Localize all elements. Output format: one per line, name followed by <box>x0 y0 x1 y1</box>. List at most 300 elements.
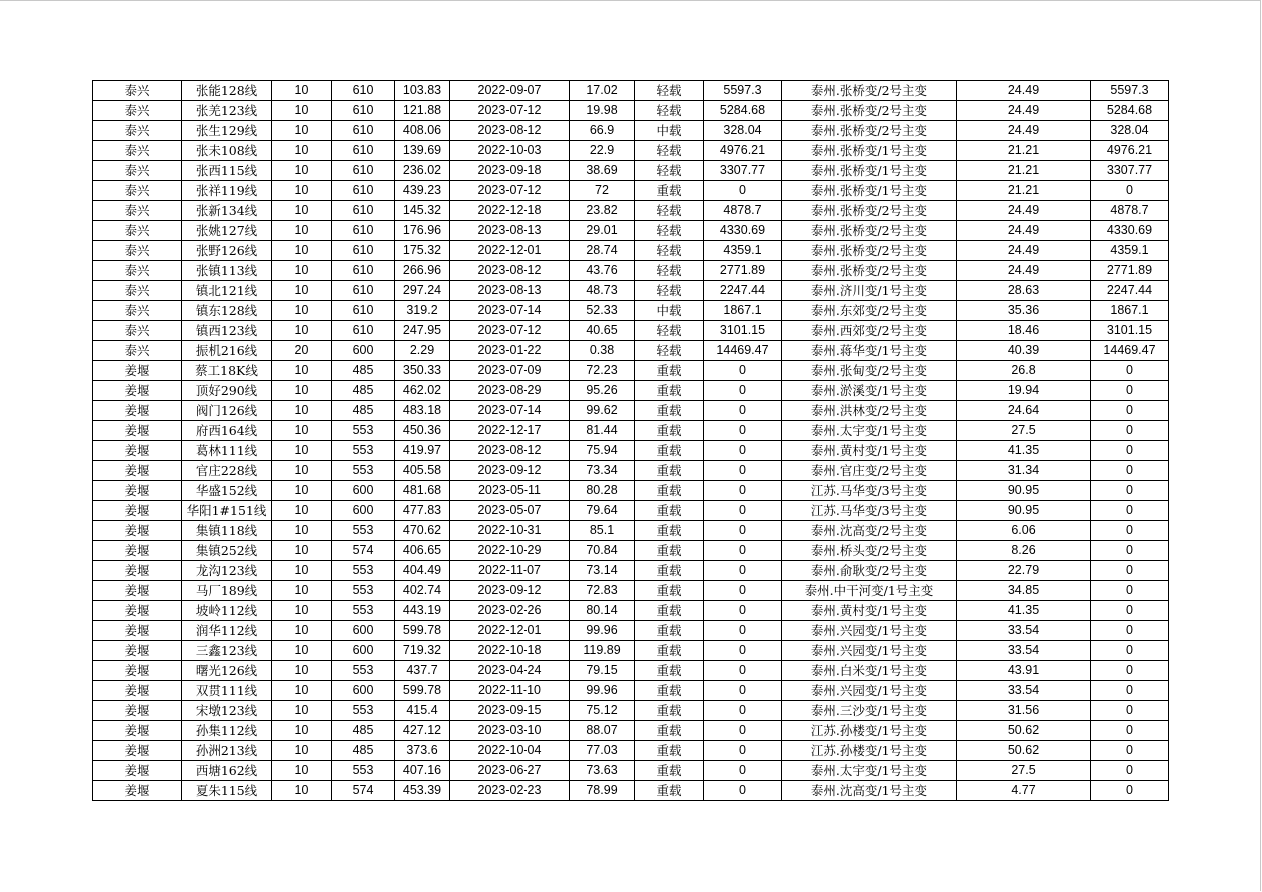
table-row <box>93 761 1169 781</box>
date-cell: 2023-08-12 <box>450 261 570 281</box>
line-name-cell: 镇西123线 <box>182 321 272 341</box>
voltage-cell: 10 <box>272 721 332 741</box>
line-name-cell: 三鑫123线 <box>182 641 272 661</box>
region-cell: 泰兴 <box>93 141 182 161</box>
voltage-cell: 10 <box>272 741 332 761</box>
load-status-cell: 重载 <box>635 761 704 781</box>
table-row <box>93 641 1169 661</box>
date-cell: 2023-08-12 <box>450 441 570 461</box>
line-name-cell: 夏朱115线 <box>182 781 272 801</box>
voltage-cell: 10 <box>272 421 332 441</box>
transformer-cell: 泰州.张桥变/2号主变 <box>782 121 957 141</box>
date-cell: 2023-07-12 <box>450 101 570 121</box>
date-cell: 2022-11-10 <box>450 681 570 701</box>
transformer-cell: 泰州.白米变/1号主变 <box>782 661 957 681</box>
transformer-load-cell: 31.56 <box>957 701 1091 721</box>
rated-current-cell: 610 <box>332 121 395 141</box>
load-rate-cell: 75.12 <box>570 701 635 721</box>
load-status-cell: 轻载 <box>635 141 704 161</box>
open-capacity-cell: 1867.1 <box>1091 301 1169 321</box>
transformer-load-cell: 24.49 <box>957 81 1091 101</box>
max-current-cell: 437.7 <box>395 661 450 681</box>
load-status-cell: 重载 <box>635 701 704 721</box>
available-capacity-cell: 0 <box>704 481 782 501</box>
load-rate-cell: 99.96 <box>570 681 635 701</box>
date-cell: 2023-07-12 <box>450 181 570 201</box>
transformer-cell: 泰州.张桥变/2号主变 <box>782 241 957 261</box>
load-rate-cell: 72 <box>570 181 635 201</box>
load-rate-cell: 79.15 <box>570 661 635 681</box>
date-cell: 2023-08-29 <box>450 381 570 401</box>
load-status-cell: 重载 <box>635 481 704 501</box>
rated-current-cell: 553 <box>332 441 395 461</box>
table-row <box>93 501 1169 521</box>
max-current-cell: 175.32 <box>395 241 450 261</box>
open-capacity-cell: 0 <box>1091 721 1169 741</box>
line-name-cell: 官庄228线 <box>182 461 272 481</box>
date-cell: 2023-04-24 <box>450 661 570 681</box>
open-capacity-cell: 4359.1 <box>1091 241 1169 261</box>
load-status-cell: 轻载 <box>635 261 704 281</box>
open-capacity-cell: 5597.3 <box>1091 81 1169 101</box>
rated-current-cell: 610 <box>332 181 395 201</box>
voltage-cell: 10 <box>272 201 332 221</box>
transformer-load-cell: 50.62 <box>957 721 1091 741</box>
table-row <box>93 681 1169 701</box>
max-current-cell: 2.29 <box>395 341 450 361</box>
available-capacity-cell: 14469.47 <box>704 341 782 361</box>
load-status-cell: 重载 <box>635 181 704 201</box>
rated-current-cell: 485 <box>332 381 395 401</box>
available-capacity-cell: 2771.89 <box>704 261 782 281</box>
rated-current-cell: 485 <box>332 721 395 741</box>
load-status-cell: 重载 <box>635 421 704 441</box>
available-capacity-cell: 4878.7 <box>704 201 782 221</box>
region-cell: 姜堰 <box>93 741 182 761</box>
voltage-cell: 10 <box>272 121 332 141</box>
transformer-load-cell: 50.62 <box>957 741 1091 761</box>
table-row <box>93 241 1169 261</box>
load-rate-cell: 73.63 <box>570 761 635 781</box>
line-name-cell: 马厂189线 <box>182 581 272 601</box>
line-name-cell: 双贯111线 <box>182 681 272 701</box>
voltage-cell: 10 <box>272 301 332 321</box>
transformer-cell: 泰州.济川变/1号主变 <box>782 281 957 301</box>
open-capacity-cell: 0 <box>1091 401 1169 421</box>
table-row <box>93 741 1169 761</box>
transformer-load-cell: 28.63 <box>957 281 1091 301</box>
available-capacity-cell: 5597.3 <box>704 81 782 101</box>
date-cell: 2023-09-12 <box>450 581 570 601</box>
max-current-cell: 481.68 <box>395 481 450 501</box>
load-status-cell: 重载 <box>635 381 704 401</box>
transformer-load-cell: 41.35 <box>957 441 1091 461</box>
voltage-cell: 10 <box>272 321 332 341</box>
transformer-cell: 泰州.三沙变/1号主变 <box>782 701 957 721</box>
transformer-cell: 泰州.俞耿变/2号主变 <box>782 561 957 581</box>
transformer-load-cell: 24.49 <box>957 241 1091 261</box>
transformer-cell: 泰州.桥头变/2号主变 <box>782 541 957 561</box>
rated-current-cell: 610 <box>332 221 395 241</box>
line-name-cell: 孙洲213线 <box>182 741 272 761</box>
available-capacity-cell: 4359.1 <box>704 241 782 261</box>
line-name-cell: 镇东128线 <box>182 301 272 321</box>
max-current-cell: 719.32 <box>395 641 450 661</box>
line-name-cell: 府西164线 <box>182 421 272 441</box>
load-rate-cell: 17.02 <box>570 81 635 101</box>
voltage-cell: 10 <box>272 361 332 381</box>
region-cell: 姜堰 <box>93 721 182 741</box>
table-row <box>93 581 1169 601</box>
max-current-cell: 350.33 <box>395 361 450 381</box>
date-cell: 2023-09-18 <box>450 161 570 181</box>
date-cell: 2022-10-03 <box>450 141 570 161</box>
voltage-cell: 10 <box>272 481 332 501</box>
max-current-cell: 477.83 <box>395 501 450 521</box>
rated-current-cell: 600 <box>332 681 395 701</box>
date-cell: 2023-03-10 <box>450 721 570 741</box>
load-rate-cell: 66.9 <box>570 121 635 141</box>
table-row <box>93 421 1169 441</box>
available-capacity-cell: 0 <box>704 601 782 621</box>
load-status-cell: 轻载 <box>635 241 704 261</box>
table-row <box>93 541 1169 561</box>
open-capacity-cell: 0 <box>1091 521 1169 541</box>
line-name-cell: 西塘162线 <box>182 761 272 781</box>
transformer-load-cell: 24.64 <box>957 401 1091 421</box>
max-current-cell: 406.65 <box>395 541 450 561</box>
table-row <box>93 701 1169 721</box>
date-cell: 2023-07-14 <box>450 401 570 421</box>
rated-current-cell: 610 <box>332 301 395 321</box>
line-name-cell: 张西115线 <box>182 161 272 181</box>
region-cell: 泰兴 <box>93 321 182 341</box>
date-cell: 2023-06-27 <box>450 761 570 781</box>
transformer-load-cell: 34.85 <box>957 581 1091 601</box>
max-current-cell: 121.88 <box>395 101 450 121</box>
transformer-load-cell: 33.54 <box>957 641 1091 661</box>
transformer-cell: 泰州.张甸变/2号主变 <box>782 361 957 381</box>
date-cell: 2023-01-22 <box>450 341 570 361</box>
max-current-cell: 407.16 <box>395 761 450 781</box>
load-rate-cell: 23.82 <box>570 201 635 221</box>
load-rate-cell: 77.03 <box>570 741 635 761</box>
transformer-cell: 泰州.张桥变/2号主变 <box>782 101 957 121</box>
load-rate-cell: 95.26 <box>570 381 635 401</box>
transformer-cell: 江苏.孙楼变/1号主变 <box>782 721 957 741</box>
load-status-cell: 重载 <box>635 641 704 661</box>
transformer-cell: 泰州.黄村变/1号主变 <box>782 601 957 621</box>
date-cell: 2022-10-31 <box>450 521 570 541</box>
region-cell: 姜堰 <box>93 621 182 641</box>
table-row <box>93 81 1169 101</box>
voltage-cell: 10 <box>272 241 332 261</box>
load-rate-cell: 0.38 <box>570 341 635 361</box>
available-capacity-cell: 2247.44 <box>704 281 782 301</box>
transformer-load-cell: 24.49 <box>957 121 1091 141</box>
table-row <box>93 361 1169 381</box>
load-status-cell: 重载 <box>635 501 704 521</box>
load-status-cell: 中载 <box>635 121 704 141</box>
date-cell: 2022-11-07 <box>450 561 570 581</box>
table-row <box>93 781 1169 801</box>
load-rate-cell: 75.94 <box>570 441 635 461</box>
line-name-cell: 蔡工18K线 <box>182 361 272 381</box>
date-cell: 2022-12-01 <box>450 241 570 261</box>
line-name-cell: 张野126线 <box>182 241 272 261</box>
available-capacity-cell: 0 <box>704 621 782 641</box>
region-cell: 姜堰 <box>93 561 182 581</box>
voltage-cell: 10 <box>272 141 332 161</box>
available-capacity-cell: 0 <box>704 701 782 721</box>
open-capacity-cell: 0 <box>1091 461 1169 481</box>
load-rate-cell: 81.44 <box>570 421 635 441</box>
region-cell: 姜堰 <box>93 701 182 721</box>
transformer-cell: 江苏.马华变/3号主变 <box>782 481 957 501</box>
date-cell: 2023-08-13 <box>450 221 570 241</box>
load-rate-cell: 19.98 <box>570 101 635 121</box>
load-status-cell: 重载 <box>635 661 704 681</box>
open-capacity-cell: 0 <box>1091 421 1169 441</box>
voltage-cell: 10 <box>272 781 332 801</box>
region-cell: 姜堰 <box>93 681 182 701</box>
load-status-cell: 重载 <box>635 521 704 541</box>
region-cell: 泰兴 <box>93 101 182 121</box>
available-capacity-cell: 0 <box>704 781 782 801</box>
date-cell: 2023-05-11 <box>450 481 570 501</box>
region-cell: 姜堰 <box>93 441 182 461</box>
table-row <box>93 121 1169 141</box>
region-cell: 姜堰 <box>93 521 182 541</box>
open-capacity-cell: 0 <box>1091 601 1169 621</box>
region-cell: 姜堰 <box>93 401 182 421</box>
voltage-cell: 10 <box>272 561 332 581</box>
open-capacity-cell: 0 <box>1091 361 1169 381</box>
load-rate-cell: 119.89 <box>570 641 635 661</box>
transformer-cell: 泰州.太宇变/1号主变 <box>782 761 957 781</box>
line-name-cell: 集镇252线 <box>182 541 272 561</box>
line-name-cell: 华阳1#151线 <box>182 501 272 521</box>
load-rate-cell: 78.99 <box>570 781 635 801</box>
table-row <box>93 281 1169 301</box>
load-rate-cell: 72.23 <box>570 361 635 381</box>
open-capacity-cell: 0 <box>1091 781 1169 801</box>
load-rate-cell: 85.1 <box>570 521 635 541</box>
rated-current-cell: 610 <box>332 201 395 221</box>
max-current-cell: 404.49 <box>395 561 450 581</box>
available-capacity-cell: 0 <box>704 361 782 381</box>
transformer-cell: 泰州.西郊变/2号主变 <box>782 321 957 341</box>
open-capacity-cell: 3307.77 <box>1091 161 1169 181</box>
load-status-cell: 轻载 <box>635 81 704 101</box>
region-cell: 泰兴 <box>93 81 182 101</box>
open-capacity-cell: 0 <box>1091 621 1169 641</box>
rated-current-cell: 485 <box>332 401 395 421</box>
rated-current-cell: 485 <box>332 741 395 761</box>
available-capacity-cell: 0 <box>704 741 782 761</box>
load-status-cell: 重载 <box>635 541 704 561</box>
voltage-cell: 10 <box>272 581 332 601</box>
available-capacity-cell: 5284.68 <box>704 101 782 121</box>
rated-current-cell: 610 <box>332 101 395 121</box>
table-row <box>93 721 1169 741</box>
voltage-cell: 10 <box>272 541 332 561</box>
voltage-cell: 10 <box>272 701 332 721</box>
date-cell: 2022-10-18 <box>450 641 570 661</box>
date-cell: 2022-12-18 <box>450 201 570 221</box>
table-row <box>93 141 1169 161</box>
available-capacity-cell: 0 <box>704 721 782 741</box>
open-capacity-cell: 0 <box>1091 681 1169 701</box>
open-capacity-cell: 0 <box>1091 761 1169 781</box>
rated-current-cell: 610 <box>332 321 395 341</box>
max-current-cell: 405.58 <box>395 461 450 481</box>
rated-current-cell: 610 <box>332 81 395 101</box>
table-row <box>93 601 1169 621</box>
open-capacity-cell: 0 <box>1091 561 1169 581</box>
region-cell: 姜堰 <box>93 661 182 681</box>
transformer-load-cell: 43.91 <box>957 661 1091 681</box>
max-current-cell: 599.78 <box>395 681 450 701</box>
line-name-cell: 张未108线 <box>182 141 272 161</box>
available-capacity-cell: 0 <box>704 541 782 561</box>
rated-current-cell: 553 <box>332 421 395 441</box>
table-row <box>93 261 1169 281</box>
rated-current-cell: 553 <box>332 661 395 681</box>
load-rate-cell: 22.9 <box>570 141 635 161</box>
table-row <box>93 101 1169 121</box>
transformer-load-cell: 35.36 <box>957 301 1091 321</box>
table-row <box>93 321 1169 341</box>
transformer-cell: 泰州.张桥变/1号主变 <box>782 161 957 181</box>
date-cell: 2022-09-07 <box>450 81 570 101</box>
rated-current-cell: 553 <box>332 521 395 541</box>
rated-current-cell: 553 <box>332 561 395 581</box>
line-name-cell: 龙沟123线 <box>182 561 272 581</box>
date-cell: 2023-02-26 <box>450 601 570 621</box>
date-cell: 2023-08-12 <box>450 121 570 141</box>
line-name-cell: 镇北121线 <box>182 281 272 301</box>
table-row <box>93 441 1169 461</box>
transformer-cell: 泰州.沈高变/2号主变 <box>782 521 957 541</box>
transformer-cell: 泰州.黄村变/1号主变 <box>782 441 957 461</box>
transformer-load-cell: 4.77 <box>957 781 1091 801</box>
open-capacity-cell: 0 <box>1091 581 1169 601</box>
load-rate-cell: 99.62 <box>570 401 635 421</box>
line-name-cell: 顶好290线 <box>182 381 272 401</box>
load-rate-cell: 48.73 <box>570 281 635 301</box>
region-cell: 泰兴 <box>93 281 182 301</box>
voltage-cell: 10 <box>272 761 332 781</box>
rated-current-cell: 610 <box>332 281 395 301</box>
available-capacity-cell: 0 <box>704 401 782 421</box>
open-capacity-cell: 14469.47 <box>1091 341 1169 361</box>
transformer-cell: 泰州.张桥变/2号主变 <box>782 201 957 221</box>
table-row <box>93 401 1169 421</box>
table-row <box>93 201 1169 221</box>
max-current-cell: 103.83 <box>395 81 450 101</box>
line-name-cell: 孙集112线 <box>182 721 272 741</box>
transformer-cell: 泰州.张桥变/2号主变 <box>782 261 957 281</box>
load-status-cell: 重载 <box>635 441 704 461</box>
rated-current-cell: 553 <box>332 581 395 601</box>
available-capacity-cell: 0 <box>704 381 782 401</box>
region-cell: 泰兴 <box>93 301 182 321</box>
transformer-load-cell: 27.5 <box>957 421 1091 441</box>
voltage-cell: 10 <box>272 501 332 521</box>
region-cell: 姜堰 <box>93 481 182 501</box>
rated-current-cell: 610 <box>332 141 395 161</box>
line-name-cell: 张祥119线 <box>182 181 272 201</box>
available-capacity-cell: 0 <box>704 661 782 681</box>
line-name-cell: 集镇118线 <box>182 521 272 541</box>
open-capacity-cell: 0 <box>1091 741 1169 761</box>
transformer-load-cell: 22.79 <box>957 561 1091 581</box>
region-cell: 姜堰 <box>93 761 182 781</box>
load-status-cell: 轻载 <box>635 341 704 361</box>
max-current-cell: 402.74 <box>395 581 450 601</box>
line-name-cell: 坡岭112线 <box>182 601 272 621</box>
voltage-cell: 10 <box>272 661 332 681</box>
max-current-cell: 450.36 <box>395 421 450 441</box>
load-rate-cell: 28.74 <box>570 241 635 261</box>
max-current-cell: 319.2 <box>395 301 450 321</box>
transformer-cell: 泰州.官庄变/2号主变 <box>782 461 957 481</box>
available-capacity-cell: 0 <box>704 421 782 441</box>
load-status-cell: 重载 <box>635 561 704 581</box>
load-status-cell: 重载 <box>635 621 704 641</box>
date-cell: 2023-07-12 <box>450 321 570 341</box>
date-cell: 2022-12-17 <box>450 421 570 441</box>
transformer-cell: 泰州.兴园变/1号主变 <box>782 621 957 641</box>
date-cell: 2023-09-15 <box>450 701 570 721</box>
line-name-cell: 张能128线 <box>182 81 272 101</box>
transformer-load-cell: 26.8 <box>957 361 1091 381</box>
region-cell: 姜堰 <box>93 381 182 401</box>
transformer-cell: 泰州.张桥变/2号主变 <box>782 221 957 241</box>
rated-current-cell: 600 <box>332 341 395 361</box>
load-status-cell: 轻载 <box>635 281 704 301</box>
transformer-load-cell: 33.54 <box>957 621 1091 641</box>
available-capacity-cell: 0 <box>704 761 782 781</box>
transformer-load-cell: 24.49 <box>957 261 1091 281</box>
table-row <box>93 301 1169 321</box>
line-name-cell: 张新134线 <box>182 201 272 221</box>
max-current-cell: 415.4 <box>395 701 450 721</box>
rated-current-cell: 610 <box>332 241 395 261</box>
load-rate-cell: 72.83 <box>570 581 635 601</box>
region-cell: 姜堰 <box>93 421 182 441</box>
transformer-load-cell: 33.54 <box>957 681 1091 701</box>
line-name-cell: 曙光126线 <box>182 661 272 681</box>
date-cell: 2023-07-14 <box>450 301 570 321</box>
max-current-cell: 145.32 <box>395 201 450 221</box>
region-cell: 泰兴 <box>93 241 182 261</box>
line-name-cell: 润华112线 <box>182 621 272 641</box>
date-cell: 2022-10-04 <box>450 741 570 761</box>
transformer-cell: 泰州.蒋华变/1号主变 <box>782 341 957 361</box>
open-capacity-cell: 328.04 <box>1091 121 1169 141</box>
open-capacity-cell: 0 <box>1091 701 1169 721</box>
available-capacity-cell: 3101.15 <box>704 321 782 341</box>
load-status-cell: 重载 <box>635 601 704 621</box>
region-cell: 姜堰 <box>93 641 182 661</box>
table-row <box>93 621 1169 641</box>
region-cell: 泰兴 <box>93 261 182 281</box>
rated-current-cell: 553 <box>332 761 395 781</box>
max-current-cell: 139.69 <box>395 141 450 161</box>
transformer-cell: 泰州.沈高变/1号主变 <box>782 781 957 801</box>
